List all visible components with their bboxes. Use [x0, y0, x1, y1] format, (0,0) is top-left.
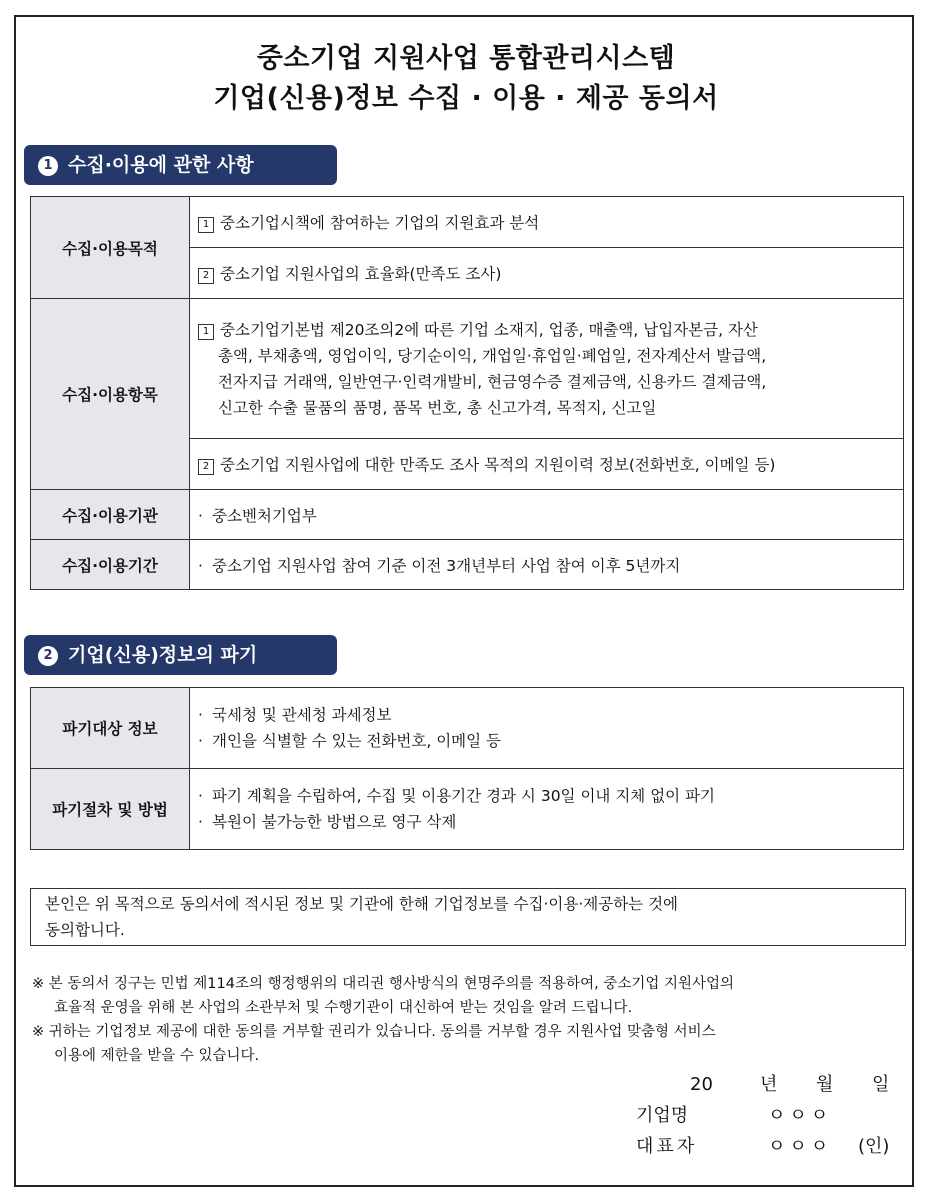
destroy-method-line-2: 복원이 불가능한 방법으로 영구 삭제	[212, 813, 457, 831]
section2-number-icon: 2	[38, 646, 58, 666]
row-label-destroy-target: 파기대상 정보	[31, 688, 190, 769]
bullet-icon: ·	[198, 732, 203, 750]
row-label-destroy-method: 파기절차 및 방법	[31, 769, 190, 850]
row-label-period: 수집·이용기간	[31, 540, 190, 590]
note-mark-icon: ※	[32, 976, 45, 992]
row-label-agency: 수집·이용기관	[31, 490, 190, 540]
period-value	[190, 540, 904, 590]
consent-statement	[30, 888, 906, 946]
representative-value: ㅇㅇㅇ	[768, 1136, 833, 1157]
destroy-method-line-1: 파기 계획을 수립하여, 수집 및 이용기간 경과 시 30일 이내 지체 없이 파기	[212, 787, 716, 805]
boxed-number-icon: 1	[198, 324, 214, 340]
destroy-target-line-2: 개인을 식별할 수 있는 전화번호, 이메일 등	[212, 732, 502, 750]
boxed-number-icon: 2	[198, 268, 214, 284]
representative-label: 대표자	[636, 1136, 698, 1157]
bullet-icon: ·	[198, 706, 203, 724]
bullet-icon: ·	[198, 787, 203, 805]
table-row	[31, 540, 904, 590]
section1-header	[24, 145, 337, 185]
destroy-method-value	[190, 769, 904, 850]
items-line-4: 신고한 수출 물품의 품명, 품목 번호, 총 신고가격, 목적지, 신고일	[218, 398, 657, 417]
section2-header	[24, 635, 337, 675]
company-value: ㅇㅇㅇ	[768, 1105, 833, 1126]
table-row	[31, 490, 904, 540]
section2-title: 기업(신용)정보의 파기	[68, 644, 258, 666]
bullet-icon: ·	[198, 813, 203, 831]
consent-line-1: 본인은 위 목적으로 동의서에 적시된 정보 및 기관에 한해 기업정보를 수집·이용·제공하는 것에	[45, 895, 679, 913]
section1-table	[30, 196, 904, 590]
consent-line-2: 동의합니다.	[45, 921, 125, 939]
note2-line1: 귀하는 기업정보 제공에 대한 동의를 거부할 권리가 있습니다. 동의를 거부할 경우 지원사업 맞춤형 서비스	[48, 1024, 716, 1040]
destroy-target-value	[190, 688, 904, 769]
row-label-items: 수집·이용항목	[31, 299, 190, 490]
document-title-line1: 중소기업 지원사업 통합관리시스템	[256, 43, 676, 74]
boxed-number-icon: 2	[198, 459, 214, 475]
boxed-number-icon: 1	[198, 217, 214, 233]
section1-title: 수집·이용에 관한 사항	[68, 154, 254, 176]
purpose-item-1	[190, 197, 904, 248]
section2-table	[30, 687, 904, 850]
purpose-item-2-text: 중소기업 지원사업의 효율화(만족도 조사)	[220, 264, 502, 283]
bullet-icon: ·	[198, 556, 203, 575]
notes-block	[32, 972, 904, 1068]
document-title-line2: 기업(신용)정보 수집 · 이용 · 제공 동의서	[213, 83, 719, 114]
note-mark-icon: ※	[32, 1024, 45, 1040]
items-item-2-text: 중소기업 지원사업에 대한 만족도 조사 목적의 지원이력 정보(전화번호, 이메일 등)	[220, 455, 776, 474]
table-row	[31, 769, 904, 850]
date-year-prefix: 20	[690, 1074, 713, 1095]
period-text: 중소기업 지원사업 참여 기준 이전 3개년부터 사업 참여 이후 5년까지	[212, 556, 681, 575]
table-row	[31, 197, 904, 248]
section1-number-icon: 1	[38, 156, 58, 176]
company-label: 기업명	[636, 1105, 689, 1126]
destroy-target-line-1: 국세청 및 관세청 과세정보	[212, 706, 392, 724]
date-year-label: 년	[760, 1074, 778, 1095]
note1-line2: 효율적 운영을 위해 본 사업의 소관부처 및 수행기관이 대신하여 받는 것임을 알려 드립니다.	[54, 1000, 633, 1016]
agency-text: 중소벤처기업부	[212, 506, 317, 525]
purpose-item-2	[190, 248, 904, 299]
seal-mark: (인)	[858, 1136, 890, 1157]
items-item-1	[190, 299, 904, 439]
items-line-2: 총액, 부채총액, 영업이익, 당기순이익, 개업일·휴업일·폐업일, 전자계산서 발급액,	[218, 346, 767, 365]
row-label-purpose: 수집·이용목적	[31, 197, 190, 299]
agency-value	[190, 490, 904, 540]
note1-line1: 본 동의서 징구는 민법 제114조의 행정행위의 대리권 행사방식의 현명주의를 적용하여, 중소기업 지원사업의	[48, 976, 735, 992]
purpose-item-1-text: 중소기업시책에 참여하는 기업의 지원효과 분석	[220, 213, 540, 232]
table-row	[31, 688, 904, 769]
items-item-2	[190, 439, 904, 490]
date-month-label: 월	[816, 1074, 834, 1095]
bullet-icon: ·	[198, 506, 203, 525]
table-row	[31, 299, 904, 439]
note2-line2: 이용에 제한을 받을 수 있습니다.	[54, 1048, 260, 1064]
items-line-3: 전자지급 거래액, 일반연구·인력개발비, 현금영수증 결제금액, 신용카드 결제금액,	[218, 372, 767, 391]
items-line-1: 중소기업기본법 제20조의2에 따른 기업 소재지, 업종, 매출액, 납입자본금, 자산	[220, 320, 758, 339]
date-day-label: 일	[872, 1074, 890, 1095]
